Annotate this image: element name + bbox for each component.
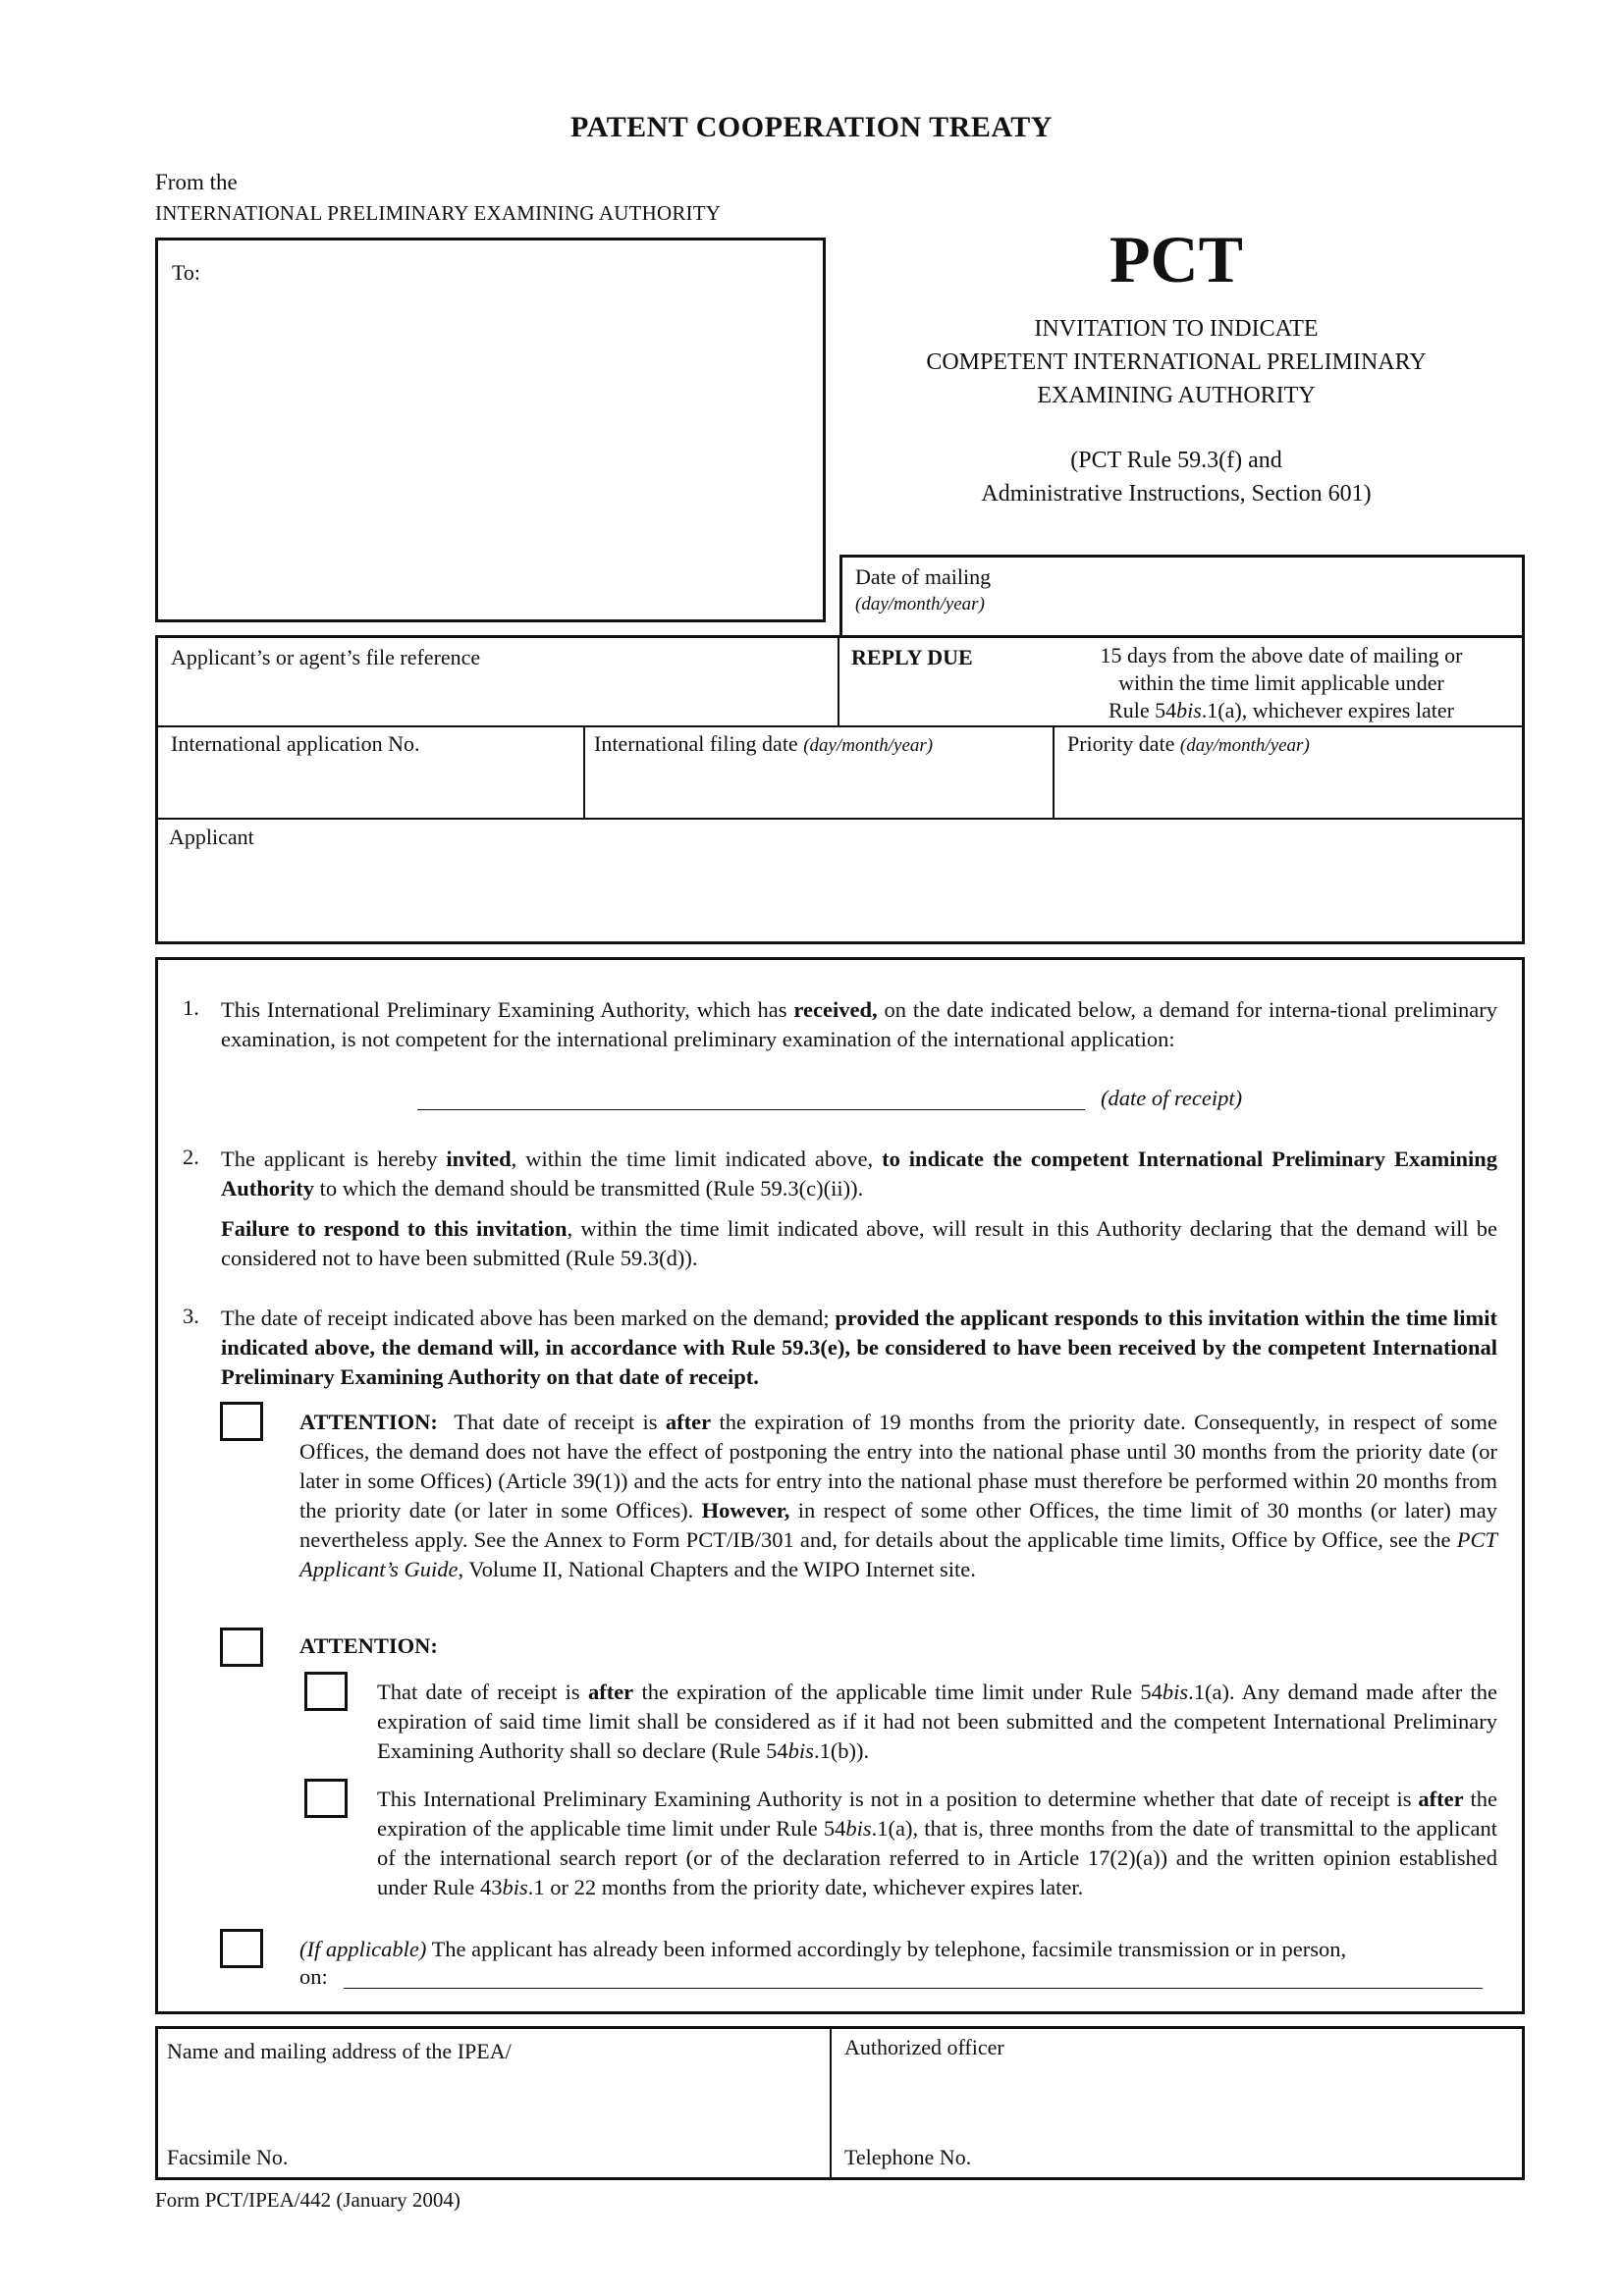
attention-19-months-text: ATTENTION: That date of receipt is after the expiration of 19 months from the priority date. Consequently, in respect of some Offices, the demand does not have the effect of postponing the entry into the national phase until 30 months from the priority date (or later in some Offices) (Article 39(1)) and the acts for entry into the national phase must therefore be performed within 20 months from the priority date (or later in some Offices). However, in respect of some other Offices, the time limit of 30 months (or later) may nevertheless apply. See the Annex to Form PCT/IB/301 and, for details about the applicable time limits, Office by Office, see the PCT Applicant’s Guide, Volume II, National Chapters and the WIPO Internet site. [299,1410,1498,1581]
document-title: PATENT COOPERATION TREATY [570,111,1053,143]
rule-reference-line-2: Administrative Instructions, Section 601) [981,481,1372,507]
reply-due-line-2: within the time limit applicable under [1118,670,1444,695]
grid-divider [1053,725,1055,818]
form-title-line-3: EXAMINING AUTHORITY [1037,383,1316,408]
file-reference-field[interactable]: Applicant’s or agent’s file reference [171,645,481,669]
form-title-line-1: INVITATION TO INDICATE [1034,316,1319,342]
attention-19-months-checkbox[interactable] [220,1402,263,1441]
attention-time-limit-checkbox[interactable] [220,1628,263,1667]
international-application-no-field[interactable]: International application No. [171,731,420,756]
attention-time-limit-label: ATTENTION: [299,1633,438,1658]
priority-date-field[interactable]: Priority date (day/month/year) [1067,731,1310,756]
reply-due-line-3: Rule 54bis.1(a), whichever expires later [1109,698,1454,722]
item-1-text: This International Preliminary Examining Authority, which has received, on the date indicated below, a demand for interna-tional preliminary examination, is not competent for the international preliminary examination of the international application: [221,997,1498,1051]
date-of-mailing-box[interactable] [839,555,1525,638]
after-expiration-checkbox[interactable] [304,1672,348,1711]
form-title-line-2: COMPETENT INTERNATIONAL PRELIMINARY [926,349,1427,375]
telephone-field[interactable]: Telephone No. [844,2145,972,2169]
reply-due-label: REPLY DUE [851,645,973,669]
grid-divider [838,635,839,725]
pct-heading: PCT [1109,222,1243,296]
date-of-receipt-label: (date of receipt) [1101,1086,1243,1110]
to-address-box[interactable] [155,238,826,622]
item-3-text: The date of receipt indicated above has been marked on the demand; provided the applicant responds to this invitation within the time limit indicated above, the demand will, in accordance with Rule 59.3(e), be considered to have been received by the competent International Preliminary Examining Authority on that date of receipt. [221,1306,1498,1389]
cannot-determine-text: This International Preliminary Examining Authority is not in a position to determine whether that date of receipt is after the expiration of the applicable time limit under Rule 54bis.1(a), that is, three months from the date of transmittal to the applicant of the international search report (or of the declaration referred to in Article 17(2)(a)) and the written opinion established under Rule 43bis.1 or 22 months from the priority date, whichever expires later. [377,1787,1498,1899]
from-line-2: INTERNATIONAL PRELIMINARY EXAMINING AUTHORITY [155,201,722,225]
item-number-1: 1. [183,995,199,1020]
footer-divider [830,2026,832,2180]
reply-due-line-1: 15 days from the above date of mailing or [1100,643,1463,667]
informed-on-line[interactable] [344,1988,1483,1989]
rule-reference-line-1: (PCT Rule 59.3(f) and [1070,448,1282,473]
international-filing-date-field[interactable]: International filing date (day/month/year) [594,731,934,756]
date-of-receipt-line[interactable] [417,1109,1085,1110]
item-number-2: 2. [183,1145,199,1169]
cannot-determine-checkbox[interactable] [304,1779,348,1818]
item-2-text: The applicant is hereby invited, within the time limit indicated above, to indicate the competent International Preliminary Examining Authority to which the demand should be transmitted (Rule 59.3(c)(ii)). [221,1147,1497,1201]
date-of-mailing-label: Date of mailing [855,564,992,589]
item-number-3: 3. [183,1304,199,1328]
after-expiration-text: That date of receipt is after the expiration of the applicable time limit under Rule 54bis.1(a). Any demand made after the expiration of said time limit shall be considered as if it had not been submitted and the competent International Preliminary Examining Authority shall so declare (Rule 54bis.1(b)). [377,1680,1498,1763]
grid-divider [155,725,1525,727]
applicant-field[interactable]: Applicant [169,825,254,849]
item-2-failure-text: Failure to respond to this invitation, within the time limit indicated above, will result in this Authority declaring that the demand will be considered not to have been submitted (Rule 59.3(d)). [221,1216,1497,1270]
to-label: To: [172,260,201,285]
authorized-officer-field[interactable]: Authorized officer [844,2035,1004,2059]
date-of-mailing-format: (day/month/year) [855,594,985,614]
from-line-1: From the [155,170,238,194]
form-identifier: Form PCT/IPEA/442 (January 2004) [155,2188,460,2212]
already-informed-text: (If applicable) The applicant has already been informed accordingly by telephone, facsimile transmission or in person, [299,1937,1347,1961]
facsimile-field[interactable]: Facsimile No. [167,2145,289,2169]
ipea-address-field[interactable]: Name and mailing address of the IPEA/ [167,2039,512,2063]
grid-divider [583,725,585,818]
grid-divider [155,818,1525,820]
already-informed-checkbox[interactable] [220,1929,263,1968]
informed-on-label: on: [299,1964,328,1989]
